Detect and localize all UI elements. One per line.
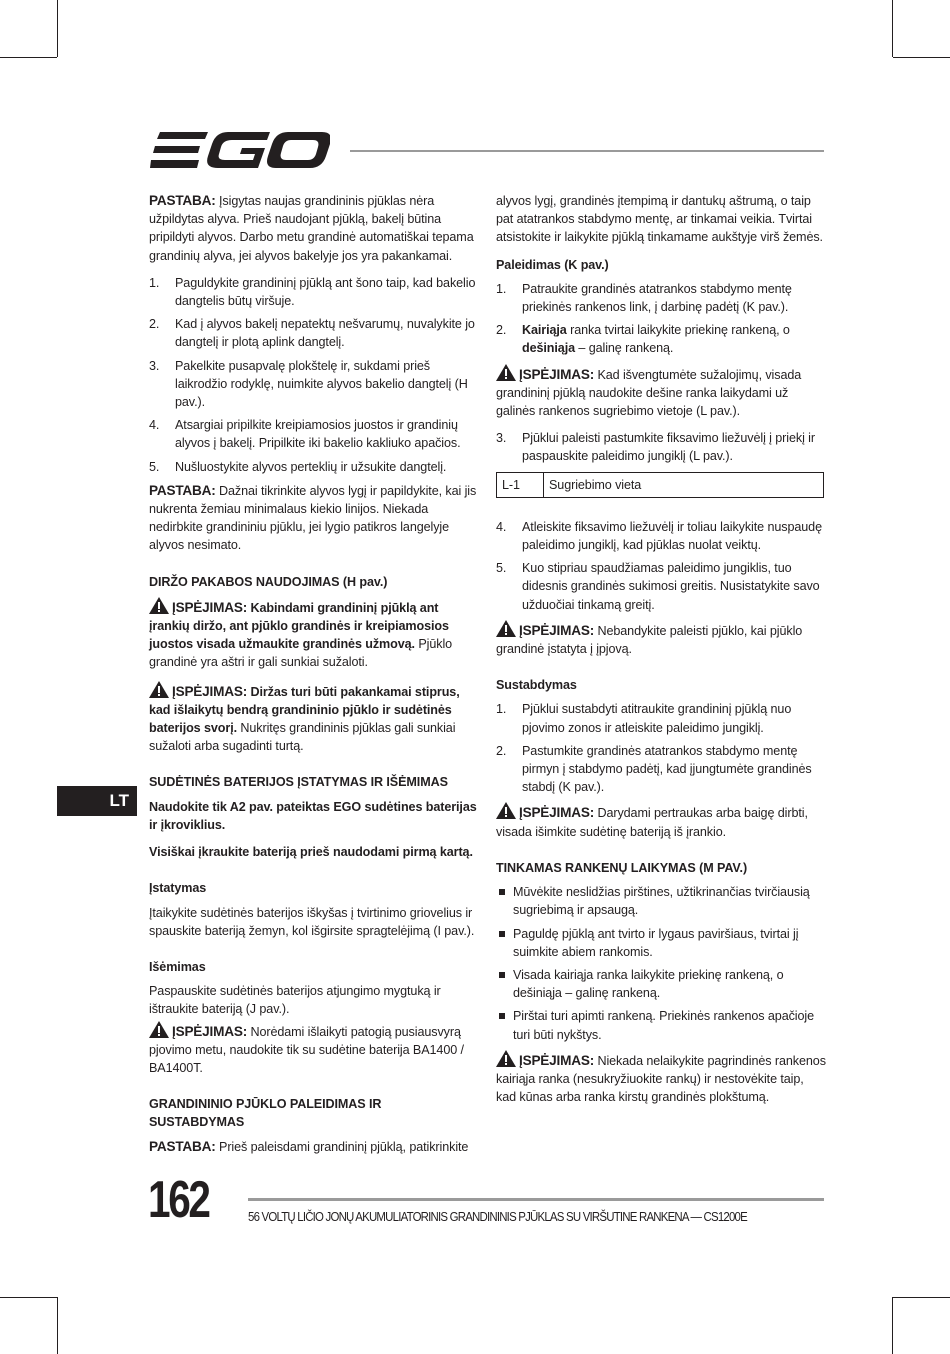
language-tab: LT bbox=[57, 786, 137, 816]
warning-text: Norėdami išlaikyti patogią pusiausvyrą pjovimo metu, naudokite tik su sudėtine baterija BA1400 / BA1400T. bbox=[149, 1024, 464, 1075]
start-steps bbox=[496, 280, 826, 358]
warning-label: ĮSPĖJIMAS: bbox=[519, 805, 595, 821]
list-item bbox=[496, 559, 826, 614]
bullet-text: Pirštai turi apimti rankeną. Priekinės rankenos apačioje turi būti nykštys. bbox=[513, 1009, 814, 1042]
legend-code: L-1 bbox=[497, 472, 544, 497]
list-item bbox=[496, 925, 826, 961]
warning-icon bbox=[496, 620, 516, 637]
list-item bbox=[496, 883, 826, 919]
subsection-heading: Išėmimas bbox=[149, 959, 206, 974]
list-item bbox=[496, 429, 826, 465]
subsection-heading: Sustabdymas bbox=[496, 678, 577, 693]
warning-remove-battery bbox=[496, 802, 826, 840]
crop-mark bbox=[0, 57, 57, 58]
right-column bbox=[496, 192, 826, 1115]
section-heading: GRANDININIO PJŪKLO PALEIDIMAS IR SUSTABDYMAS bbox=[149, 1097, 382, 1130]
step-number: 5. bbox=[149, 459, 160, 474]
warning-icon bbox=[496, 364, 516, 381]
step-text: Pastumkite grandinės atatrankos stabdymo mentę pirmyn į stabdymo padėtį, kad įjungtumėte grandinės stabdį (K pav.). bbox=[522, 743, 812, 795]
list-item bbox=[496, 321, 826, 357]
stop-steps bbox=[496, 700, 826, 796]
footer-title: 56 VOLTŲ LIČIO JONŲ AKUMULIATORINIS GRANDININIS PJŪKLAS SU VIRŠUTINE RANKENA — CS1200E bbox=[248, 1209, 747, 1224]
crop-mark bbox=[893, 57, 950, 58]
grip-list bbox=[496, 883, 826, 1044]
figure-legend-table bbox=[496, 472, 824, 498]
page-number: 162 bbox=[148, 1171, 209, 1229]
step-number: 2. bbox=[149, 317, 160, 332]
step-bold-text: dešiniąja bbox=[522, 341, 575, 356]
install-text: Įtaikykite sudėtinės baterijos iškyšas į tvirtinimo griovelius ir spauskite bateriją žemyn, kol išgirsite spragtelėjimą (I pav.). bbox=[149, 905, 475, 938]
crop-mark bbox=[892, 0, 893, 57]
warning-label: ĮSPĖJIMAS: bbox=[172, 599, 248, 615]
list-item bbox=[149, 458, 477, 476]
warning-bold-text: Diržas turi būti pakankamai stiprus, kad išlaikytų bendrą grandininio pjūklo ir sudėtinės baterijos svorį. bbox=[149, 684, 460, 736]
note-text: Įsigytas naujas grandininis pjūklas nėra užpildytas alyva. Prieš naudojant pjūklą, bakelį būtina pripildyti alyvos. Darbo metu grandinė automatiškai tepama grandinių alyva, jei alyvos bakelyje jos yra pakankamai. bbox=[149, 194, 474, 263]
bullet-text: Paguldę pjūklą ant tvirto ir lygaus paviršiaus, tvirtai jį suimkite abiem rankomis. bbox=[513, 926, 799, 959]
warning-text: Nukritęs grandininis pjūklas gali sunkiai sužaloti arba sugadinti turtą. bbox=[149, 721, 456, 754]
ego-logo bbox=[150, 130, 330, 170]
step-number: 5. bbox=[496, 561, 507, 576]
step-text: Pakelkite pusapvalę plokštelę ir, sukdami prieš laikrodžio rodyklę, nuimkite alyvos bakelio dangtelį (H pav.). bbox=[175, 358, 468, 410]
warning-text: Nebandykite paleisti pjūklo, kai pjūklo grandinė įstatyta į įpjovą. bbox=[496, 623, 803, 657]
warning-icon bbox=[149, 1021, 169, 1038]
warning-icon bbox=[496, 802, 516, 819]
battery-instruction: Visiškai įkraukite bateriją prieš naudodami pirmą kartą. bbox=[149, 845, 473, 860]
step-text: Kad į alyvos bakelį nepatektų nešvarumų, nuvalykite jo dangtelį ir plotą aplink dangtelį. bbox=[175, 317, 475, 350]
step-text: Pjūklui paleisti pastumkite fiksavimo liežuvėlį į priekį ir paspauskite paleidimo jungiklį (L pav.). bbox=[522, 431, 815, 464]
step-text: Atleiskite fiksavimo liežuvėlį ir toliau laikykite nuspaudę paleidimo jungiklį, kad pjūklas nuolat veiktų. bbox=[522, 519, 822, 553]
step-number: 1. bbox=[149, 275, 160, 290]
step-number: 4. bbox=[496, 519, 507, 534]
oil-fill-steps bbox=[149, 274, 477, 476]
note-label: PASTABA: bbox=[149, 482, 216, 498]
step-number: 2. bbox=[496, 743, 507, 758]
step-number: 1. bbox=[496, 281, 507, 296]
battery-instruction: Naudokite tik A2 pav. pateiktas EGO sudėtines baterijas ir įkroviklius. bbox=[149, 799, 477, 832]
note-oil-fill bbox=[149, 192, 477, 265]
warning-grip bbox=[496, 1050, 826, 1107]
warning-icon bbox=[496, 1050, 516, 1067]
legend-label: Sugriebimo vieta bbox=[544, 472, 824, 497]
warning-text: Kad išvengtumėte sužalojimų, visada grandininį pjūklą naudokite dešine ranka laikydami už galinės rankenos sugriebimo vietoje (L pav.). bbox=[496, 367, 802, 419]
list-item bbox=[496, 700, 826, 736]
step-number: 4. bbox=[149, 418, 160, 433]
crop-mark bbox=[0, 1297, 57, 1298]
list-item bbox=[496, 280, 826, 316]
list-item bbox=[496, 966, 826, 1002]
note-text: Prieš paleisdami grandininį pjūklą, patikrinkite bbox=[215, 1139, 469, 1154]
step-text: Kuo stipriau spaudžiamas paleidimo jungiklis, tuo didesnis grandinės sukimosi greitis. Nusistatykite savo užduočiai tinkamą greitį. bbox=[522, 561, 820, 612]
note-oil-level bbox=[149, 482, 477, 555]
list-item bbox=[149, 416, 477, 452]
bullet-text: Mūvėkite neslidžias pirštines, užtikrinančias tvirčiausią sugriebimą ir apsaugą. bbox=[513, 885, 810, 918]
table-row bbox=[497, 472, 824, 497]
list-item bbox=[149, 315, 477, 351]
bullet-icon bbox=[499, 972, 505, 978]
crop-mark bbox=[892, 1297, 893, 1354]
crop-mark bbox=[57, 0, 58, 57]
step-number: 3. bbox=[496, 431, 507, 446]
warning-label: ĮSPĖJIMAS: bbox=[519, 366, 595, 382]
left-column bbox=[149, 192, 477, 1165]
step-text: Paguldykite grandininį pjūklą ant šono taip, kad bakelio dangtelis būtų viršuje. bbox=[175, 275, 476, 309]
step-text: – galinę rankeną. bbox=[575, 341, 674, 356]
warning-icon bbox=[149, 597, 169, 614]
warning-label: ĮSPĖJIMAS: bbox=[519, 1052, 595, 1068]
crop-mark bbox=[893, 1297, 950, 1298]
note-label: PASTABA: bbox=[149, 1138, 216, 1154]
warning-kerf bbox=[496, 620, 826, 658]
step-text: Pjūklui sustabdyti atitraukite grandininį pjūklą nuo pjovimo zonos ir atleiskite paleidimo jungiklį. bbox=[522, 702, 792, 735]
footer-rule bbox=[248, 1198, 824, 1201]
subsection-heading: Įstatymas bbox=[149, 881, 207, 896]
warning-belt-hook bbox=[149, 597, 477, 672]
bullet-text: Visada kairiąja ranka laikykite priekinę rankeną, o dešiniąja – galinę rankeną. bbox=[513, 967, 784, 1001]
list-item bbox=[496, 1007, 826, 1043]
note-start bbox=[149, 1138, 477, 1156]
section-heading: TINKAMAS RANKENŲ LAIKYMAS (M PAV.) bbox=[496, 860, 748, 875]
start-steps-continued bbox=[496, 429, 826, 465]
list-item bbox=[149, 357, 477, 412]
list-item bbox=[496, 518, 826, 554]
section-heading: DIRŽO PAKABOS NAUDOJIMAS (H pav.) bbox=[149, 574, 388, 589]
subsection-heading: Paleidimas (K pav.) bbox=[496, 257, 609, 272]
warning-label: ĮSPĖJIMAS: bbox=[519, 622, 595, 638]
step-number: 1. bbox=[496, 702, 507, 717]
continued-text: alyvos lygį, grandinės įtempimą ir dantukų aštrumą, o taip pat atatrankos stabdymo mentę, ar tinkamai veikia. Tvirtai atsistokite ir laikykite pjūklą tinkamame aukštyje virš žemės. bbox=[496, 194, 823, 245]
step-text: ranka tvirtai laikykite priekinę rankeną, o bbox=[566, 323, 790, 338]
warning-text: Niekada nelaikykite pagrindinės rankenos kairiąja ranka (nesukryžiuokite rankų) ir nestovėkite taip, kad kūnas arba ranka kirstų grandinės plokštumą. bbox=[496, 1053, 826, 1105]
step-text: Patraukite grandinės atatrankos stabdymo mentę priekinės rankenos link, į darbinę padėtį (K pav.). bbox=[522, 281, 792, 315]
remove-text: Paspauskite sudėtinės baterijos atjungimo mygtuką ir ištraukite bateriją (J pav.). bbox=[149, 984, 441, 1017]
start-steps-final bbox=[496, 518, 826, 614]
note-text: Dažnai tikrinkite alyvos lygį ir papildykite, kai jis nukrenta žemiau minimalaus kiekio linijos. Niekada nedirbkite grandininiu pjūklu, jei lygio patikros langelyje alyvos nesimato. bbox=[149, 483, 477, 553]
warning-right-hand bbox=[496, 364, 826, 421]
step-number: 3. bbox=[149, 358, 160, 373]
warning-icon bbox=[149, 681, 169, 698]
bullet-icon bbox=[499, 931, 505, 937]
crop-mark bbox=[57, 1297, 58, 1354]
warning-text: Pjūklo grandinė yra aštri ir gali sunkiai sužaloti. bbox=[149, 637, 453, 670]
step-number: 2. bbox=[496, 323, 507, 338]
list-item bbox=[149, 274, 477, 310]
bullet-icon bbox=[499, 1013, 505, 1019]
step-text: Nušluostykite alyvos perteklių ir užsukite dangtelį. bbox=[175, 459, 447, 474]
section-heading: SUDĖTINĖS BATERIJOS ĮSTATYMAS IR IŠĖMIMAS bbox=[149, 775, 448, 790]
warning-label: ĮSPĖJIMAS: bbox=[172, 1023, 248, 1039]
warning-text: Darydami pertraukas arba baigę dirbti, visada išimkite sudėtinę bateriją iš įrankio. bbox=[496, 806, 808, 839]
warning-bold-text: Kabindami grandininį pjūklą ant įrankių diržo, ant pjūklo grandinės ir kreipiamosios juostos visada užmaukite grandinės užmovą. bbox=[149, 600, 449, 652]
list-item bbox=[496, 742, 826, 797]
note-label: PASTABA: bbox=[149, 193, 216, 208]
warning-belt-strength bbox=[149, 681, 477, 756]
header-rule bbox=[350, 150, 824, 152]
warning-label: ĮSPĖJIMAS: bbox=[172, 683, 248, 699]
step-bold-text: Kairiąja bbox=[522, 323, 567, 338]
warning-battery bbox=[149, 1021, 477, 1078]
bullet-icon bbox=[499, 889, 505, 895]
step-text: Atsargiai pripilkite kreipiamosios juostos ir grandinių alyvos į bakelį. Pripilkite iki bakelio kakliuko apačios. bbox=[175, 418, 461, 451]
